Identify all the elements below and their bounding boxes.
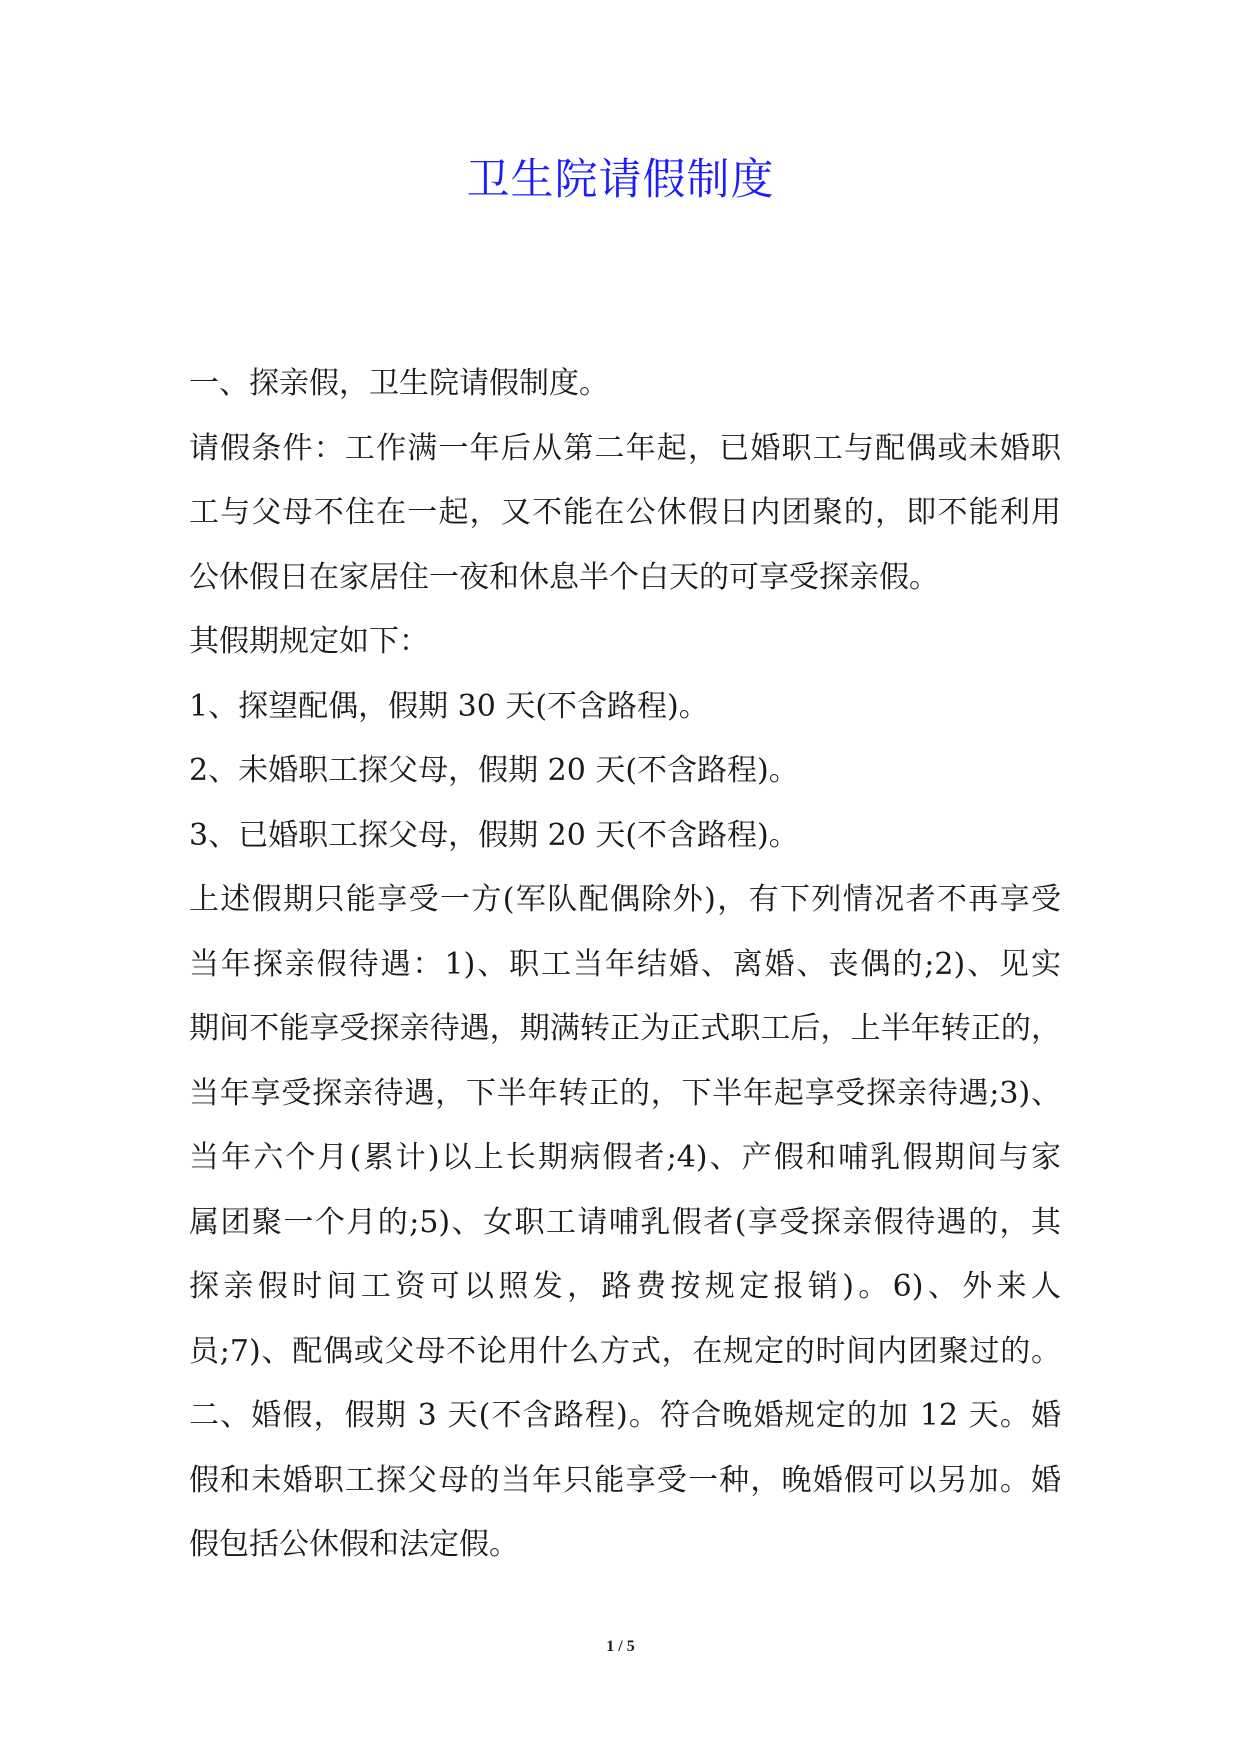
text-line: 其假期规定如下： xyxy=(189,624,429,659)
text-line: 员;7)、配偶或父母不论用什么方式，在规定的时间内团聚过的。 xyxy=(189,1333,1061,1369)
text-line: 1、探望配偶，假期 30 天(不含路程)。 xyxy=(189,688,709,724)
page-number: 1 / 5 xyxy=(606,1638,635,1655)
text-line: 当年享受探亲待遇，下半年转正的，下半年起享受探亲待遇;3)、 xyxy=(189,1075,1061,1111)
text-line: 二、婚假，假期 3 天(不含路程)。符合晚婚规定的加 12 天。婚 xyxy=(189,1398,1061,1433)
text-line: 探亲假时间工资可以照发，路费按规定报销)。6)、外来人 xyxy=(189,1269,1061,1304)
text-line: 期间不能享受探亲待遇，期满转正为正式职工后，上半年转正的， xyxy=(189,1011,1061,1046)
text-line: 3、已婚职工探父母，假期 20 天(不含路程)。 xyxy=(189,817,799,853)
text-line: 公休假日在家居住一夜和休息半个白天的可享受探亲假。 xyxy=(189,559,939,595)
text-line: 当年探亲假待遇：1)、职工当年结婚、离婚、丧偶的;2)、见实 xyxy=(189,946,1061,982)
page-title: 卫生院请假制度 xyxy=(466,155,775,205)
text-line: 请假条件：工作满一年后从第二年起，已婚职工与配偶或未婚职 xyxy=(189,430,1061,466)
text-line: 上述假期只能享受一方(军队配偶除外)，有下列情况者不再享受 xyxy=(189,882,1061,917)
text-line: 假包括公休假和法定假。 xyxy=(189,1527,519,1562)
text-line: 假和未婚职工探父母的当年只能享受一种，晚婚假可以另加。婚 xyxy=(189,1462,1061,1498)
text-line: 一、探亲假，卫生院请假制度。 xyxy=(189,366,609,401)
document-body xyxy=(189,352,1061,1578)
text-line: 2、未婚职工探父母，假期 20 天(不含路程)。 xyxy=(189,753,799,788)
text-line: 属团聚一个月的;5)、女职工请哺乳假者(享受探亲假待遇的，其 xyxy=(189,1204,1061,1240)
text-line: 工与父母不住在一起，又不能在公休假日内团聚的，即不能利用 xyxy=(189,495,1061,530)
body-paragraphs xyxy=(189,352,1061,1578)
text-line: 当年六个月(累计)以上长期病假者;4)、产假和哺乳假期间与家 xyxy=(189,1140,1061,1175)
